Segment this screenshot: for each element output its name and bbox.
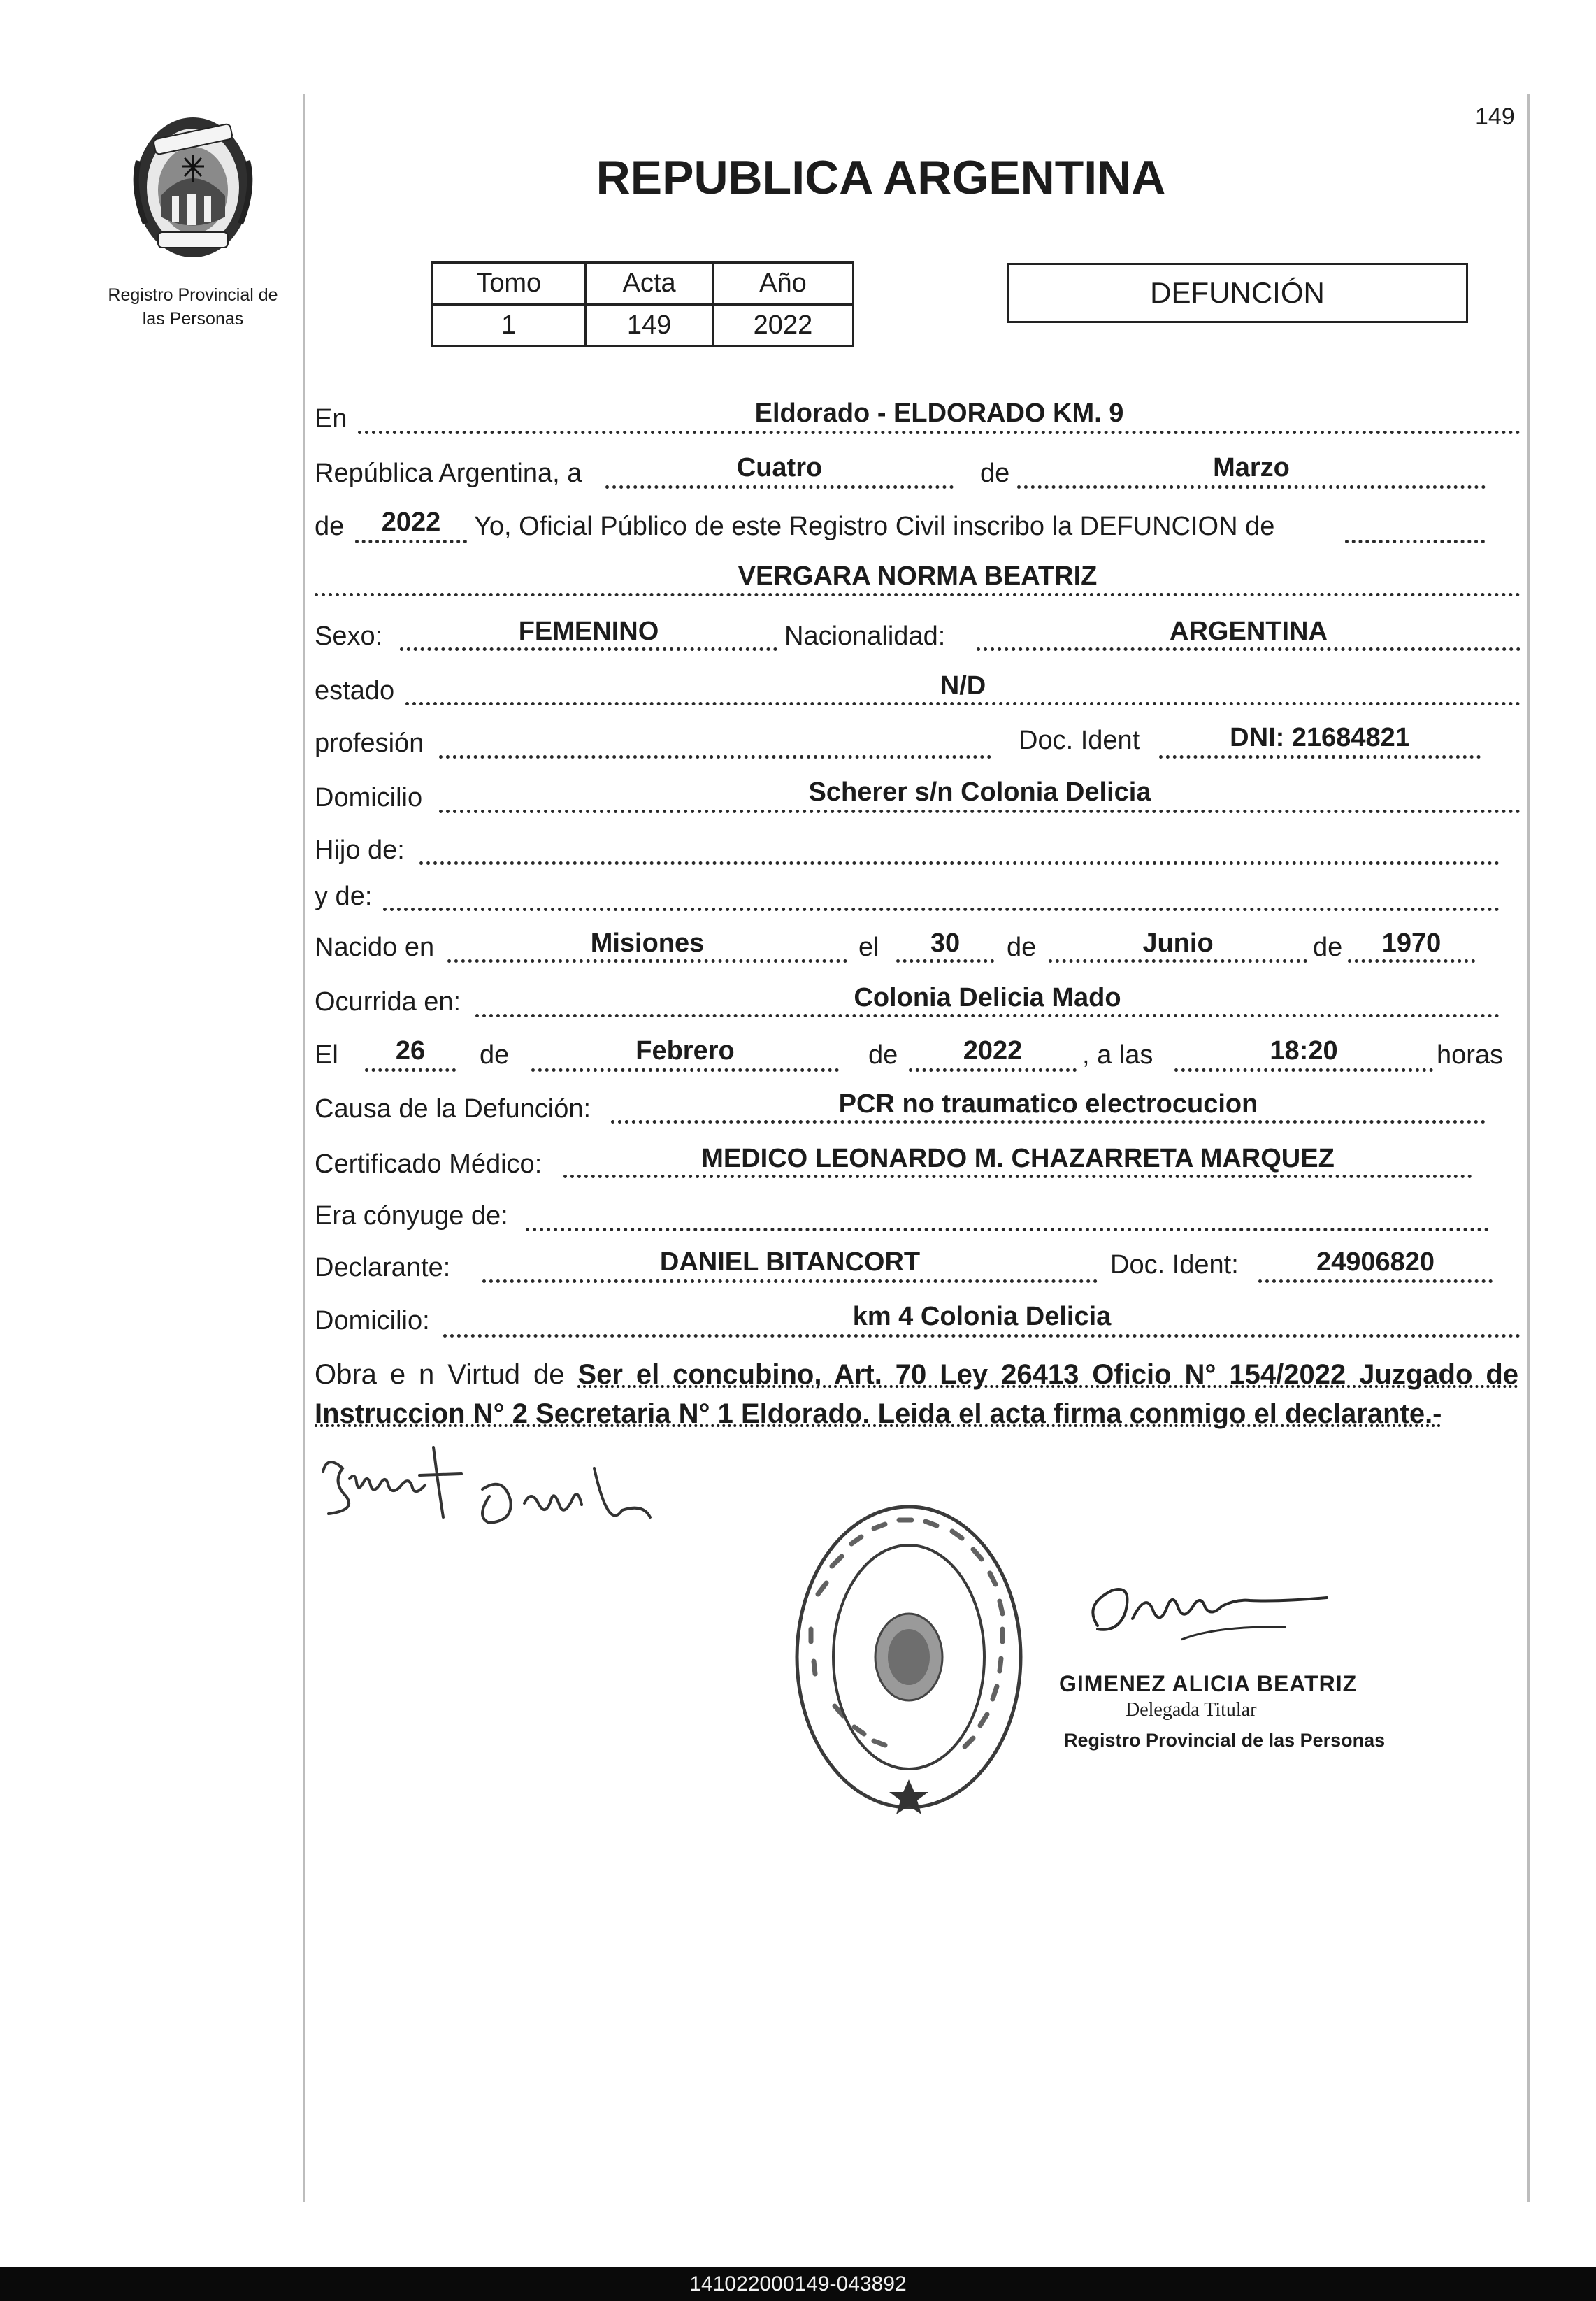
registry-header-ano: Año	[712, 263, 853, 305]
dotted-line	[358, 431, 1520, 434]
dotted-line	[531, 1068, 839, 1072]
label-en: En	[315, 404, 347, 433]
field-sex: FEMENINO	[518, 617, 659, 646]
label-doc-ident: Doc. Ident	[1019, 726, 1140, 755]
footer-document-code: 141022000149-043892	[0, 2267, 1596, 2301]
dotted-line	[563, 1175, 1472, 1178]
label-el-cap: El	[315, 1040, 338, 1070]
logo-caption-line1: Registro Provincial de	[108, 285, 278, 305]
label-ocurrida-en: Ocurrida en:	[315, 987, 461, 1017]
dotted-line	[1159, 755, 1481, 759]
official-name: GIMENEZ ALICIA BEATRIZ	[1059, 1671, 1358, 1696]
label-causa: Causa de la Defunción:	[315, 1094, 591, 1124]
label-nacionalidad: Nacionalidad:	[784, 622, 946, 651]
province-seal-logo	[117, 112, 268, 263]
registry-value-ano: 2022	[712, 305, 853, 347]
dotted-line	[611, 1120, 1486, 1124]
dotted-line	[526, 1228, 1489, 1231]
field-declarant-domicile: km 4 Colonia Delicia	[852, 1302, 1112, 1331]
field-death-time: 18:20	[1270, 1036, 1338, 1066]
dotted-line	[439, 755, 991, 759]
dotted-line	[1348, 959, 1475, 963]
field-born-in: Misiones	[590, 929, 705, 958]
registry-value-tomo: 1	[432, 305, 586, 347]
field-doc-ident: DNI: 21684821	[1230, 723, 1410, 752]
left-margin-line	[303, 94, 305, 2202]
field-cause: PCR no traumatico electrocucion	[838, 1089, 1258, 1119]
label-horas: horas	[1437, 1040, 1504, 1070]
label-obra: Obra e n Virtud de	[315, 1359, 565, 1390]
document-type-box	[1007, 263, 1468, 323]
label-de: de	[480, 1040, 510, 1070]
dotted-line	[909, 1068, 1077, 1072]
field-place: Eldorado - ELDORADO KM. 9	[754, 399, 1124, 428]
label-estado: estado	[315, 676, 395, 705]
field-civil-status: N/D	[940, 671, 986, 701]
dotted-line	[355, 540, 467, 543]
field-deceased-name: VERGARA NORMA BEATRIZ	[738, 561, 1098, 591]
dotted-line	[482, 1279, 1098, 1283]
label-profesion: profesión	[315, 729, 424, 758]
field-death-day: 26	[395, 1036, 426, 1066]
field-death-year: 2022	[963, 1036, 1023, 1066]
field-occurred-in: Colonia Delicia Mado	[854, 983, 1121, 1012]
dotted-line	[405, 702, 1520, 705]
document-type: DEFUNCIÓN	[1150, 276, 1325, 309]
field-birth-year: 1970	[1381, 929, 1442, 958]
dotted-line	[1258, 1279, 1493, 1283]
label-hijo-de: Hijo de:	[315, 836, 405, 865]
logo-caption-line2: las Personas	[142, 309, 244, 329]
official-signature	[1077, 1577, 1384, 1654]
registry-header-tomo: Tomo	[432, 263, 586, 305]
official-stamp	[790, 1496, 1028, 1818]
field-domicile: Scherer s/n Colonia Delicia	[808, 777, 1151, 807]
label-de: de	[980, 459, 1010, 488]
label-de: de	[1007, 933, 1037, 962]
dotted-line	[896, 959, 994, 963]
label-de: de	[1313, 933, 1343, 962]
field-year: 2022	[381, 508, 441, 537]
page-number: 149	[1475, 103, 1515, 130]
dotted-line	[605, 485, 954, 489]
label-republica: República Argentina, a	[315, 459, 582, 488]
label-certificado: Certificado Médico:	[315, 1149, 542, 1179]
field-medical-certificate: MEDICO LEONARDO M. CHAZARRETA MARQUEZ	[701, 1144, 1335, 1173]
page-title: REPUBLICA ARGENTINA	[596, 151, 1166, 204]
label-de: de	[868, 1040, 898, 1070]
field-declarant-doc: 24906820	[1316, 1247, 1435, 1277]
label-y-de: y de:	[315, 882, 373, 911]
field-death-month: Febrero	[635, 1036, 735, 1066]
field-birth-day: 30	[930, 929, 961, 958]
dotted-line	[1345, 540, 1485, 543]
label-doc-ident2: Doc. Ident:	[1110, 1250, 1239, 1279]
label-domicilio: Domicilio	[315, 783, 423, 812]
dotted-line	[1049, 959, 1307, 963]
label-conyuge: Era cónyuge de:	[315, 1201, 508, 1231]
field-declarant: DANIEL BITANCORT	[659, 1247, 921, 1277]
dotted-line	[400, 647, 777, 651]
dotted-line	[1174, 1068, 1433, 1072]
label-domicilio2: Domicilio:	[315, 1306, 430, 1335]
label-yo-oficial: Yo, Oficial Público de este Registro Civil inscribo la DEFUNCION de	[474, 512, 1275, 541]
dotted-line	[439, 810, 1520, 813]
dotted-line	[419, 861, 1500, 865]
field-birth-month: Junio	[1142, 929, 1214, 958]
label-de: de	[315, 512, 345, 541]
registry-header-acta: Acta	[586, 263, 713, 305]
dotted-line	[447, 959, 847, 963]
label-a-las: , a las	[1082, 1040, 1153, 1070]
right-margin-line	[1527, 94, 1530, 2202]
label-declarante: Declarante:	[315, 1253, 451, 1282]
field-nationality: ARGENTINA	[1170, 617, 1328, 646]
registry-value-acta: 149	[586, 305, 713, 347]
registry-table	[431, 261, 854, 347]
label-nacido-en: Nacido en	[315, 933, 435, 962]
label-sexo: Sexo:	[315, 622, 383, 651]
dotted-line	[475, 1014, 1500, 1017]
dotted-line	[365, 1068, 456, 1072]
declarant-signature	[315, 1440, 678, 1545]
dotted-line	[315, 593, 1520, 596]
dotted-line	[443, 1334, 1520, 1338]
label-el: el	[858, 933, 879, 962]
field-day-words: Cuatro	[736, 453, 823, 482]
official-role: Delegada Titular	[1126, 1699, 1257, 1721]
official-org: Registro Provincial de las Personas	[1064, 1730, 1386, 1751]
field-month: Marzo	[1213, 453, 1290, 482]
field-obra-text: Ser el concubino, Art. 70 Ley 26413 Oficio N° 154/2022 Juzgado de Instruccion N° 2 Secretaria N° 1 Eldorado. Leida el acta firma conmigo el declarante.-	[315, 1359, 1518, 1429]
dotted-line	[383, 908, 1500, 911]
dotted-line	[977, 647, 1520, 651]
dotted-line	[1017, 485, 1486, 489]
obra-paragraph	[315, 1355, 1518, 1433]
